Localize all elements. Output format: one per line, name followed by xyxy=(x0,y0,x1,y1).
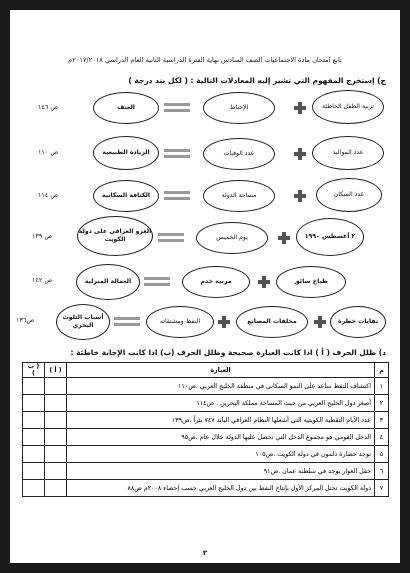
statement-text: أصغر دول الخليج العربي من حيث المساحة مملكة البحرين . ص١١٤ xyxy=(67,395,375,412)
concept-answer-3: الكثافة السكانية xyxy=(93,180,159,212)
concept-term-6b: مخلفات المصانع xyxy=(236,306,308,338)
page-ref-6: ص١٣٦ xyxy=(16,316,35,324)
col-header-a: ( أ ) xyxy=(45,363,67,378)
concept-term-2b: عدد الوفيات xyxy=(203,138,275,170)
table-row xyxy=(23,446,389,463)
section-d-title: د) ظلل الحرف ( أ ) اذا كانت العبارة صحيحة وظلل الحرف (ب) اذا كانت الإجابة خاطئة : xyxy=(70,348,386,357)
concept-term-4b: يوم الخميس xyxy=(196,222,268,254)
row-number: ٥ xyxy=(375,446,389,463)
answer-b-cell[interactable] xyxy=(23,412,45,429)
true-false-table xyxy=(22,362,389,497)
table-row xyxy=(23,463,389,480)
row-number: ٣ xyxy=(375,412,389,429)
answer-b-cell[interactable] xyxy=(23,480,45,497)
row-number: ١ xyxy=(375,378,389,395)
statement-text: توجد حضارة دلمون في دولة الكويت .ص١٠٥ xyxy=(67,446,375,463)
exam-page xyxy=(10,10,400,563)
page-number: ٢ xyxy=(202,549,208,557)
concept-term-1b: الإحباط xyxy=(203,92,275,124)
plus-icon xyxy=(278,232,290,244)
table-row xyxy=(23,480,389,497)
page-ref-3: ص ١١٤ xyxy=(38,191,59,199)
answer-a-cell[interactable] xyxy=(45,480,67,497)
page-ref-2: ص ١١٠ xyxy=(38,148,59,156)
table-row xyxy=(23,378,389,395)
equals-icon xyxy=(144,277,170,287)
answer-a-cell[interactable] xyxy=(45,412,67,429)
concept-term-3b: مساحة الدولة xyxy=(203,180,275,212)
concept-term-3a: عدد السكان xyxy=(316,178,382,212)
equals-icon xyxy=(164,149,190,159)
plus-icon xyxy=(218,316,230,328)
plus-icon xyxy=(258,276,270,288)
concept-answer-6: أسباب التلوث البحري xyxy=(56,304,110,340)
answer-a-cell[interactable] xyxy=(45,463,67,480)
concept-term-5b: مربية خدم xyxy=(182,266,250,298)
concept-answer-5: العمالة المنزلية xyxy=(76,264,140,300)
table-header-row xyxy=(23,363,389,378)
plus-icon xyxy=(314,316,326,328)
answer-a-cell[interactable] xyxy=(45,378,67,395)
answer-a-cell[interactable] xyxy=(45,395,67,412)
plus-icon xyxy=(294,148,306,160)
table-row xyxy=(23,395,389,412)
answer-b-cell[interactable] xyxy=(23,429,45,446)
page-ref-4: ص ١٣٩ xyxy=(32,232,53,240)
col-header-statement: العبارة xyxy=(67,363,375,378)
row-number: ٢ xyxy=(375,395,389,412)
concept-answer-1: العنف xyxy=(93,92,159,124)
equals-icon xyxy=(164,191,190,201)
concept-term-1a: تربية الطفل الحاطئة xyxy=(312,90,384,124)
concept-answer-2: الزيادة الطبيعية xyxy=(93,136,159,170)
concept-term-4a: ٢ أغسطس ١٩٩٠ xyxy=(296,218,364,256)
statement-text: دولة الكويت تحتل المركز الأول بإنتاج النفط بين دول الخليج العربي حسب إحصاء ٢٠٠٨م ص٨٨ xyxy=(67,480,375,497)
answer-b-cell[interactable] xyxy=(23,395,45,412)
row-number: ٦ xyxy=(375,463,389,480)
page-ref-5: ص ١٤٢ xyxy=(32,276,53,284)
equals-icon xyxy=(158,233,184,243)
statement-text: حقل الغوار يوجد في سلطنة عمان .ص٩١ xyxy=(67,463,375,480)
answer-a-cell[interactable] xyxy=(45,429,67,446)
statement-text: عدد الأيام التقطية الكويتية التي أشعلها النظام العراقي البائد ٧٤٧ بئراً .ص١٣٩ xyxy=(67,412,375,429)
plus-icon xyxy=(294,102,306,114)
answer-b-cell[interactable] xyxy=(23,463,45,480)
concept-term-6a: نفايات خطرة xyxy=(330,306,386,338)
row-number: ٤ xyxy=(375,429,389,446)
col-header-number: م xyxy=(375,363,389,378)
statement-text: اكتشاف النفط ساعد على النمو السكاني في منطقة الخليج العربي .ص١١٠ xyxy=(67,378,375,395)
equals-icon xyxy=(114,317,140,327)
page-header: تابع امتحان مادة الاجتماعيات الصف السادس نهاية الفترة الدراسية الثانية العام الدراسي ٢٠١٧/٢٠١٨م xyxy=(68,56,342,64)
answer-b-cell[interactable] xyxy=(23,446,45,463)
statement-text: الدخل القومي هو مجموع الدخل التي تحصل عليها الدولة خلال عام .ص٩٥ xyxy=(67,429,375,446)
concept-term-5a: طباخ سائق xyxy=(276,266,346,298)
page-ref-1: ص ١٤٦ xyxy=(38,103,59,111)
concept-term-6c: النفط ومشتقاته xyxy=(146,306,214,338)
plus-icon xyxy=(294,190,306,202)
section-j-title: ج) إستخرج المفهوم التي تشير إليه المعادلات التالية : ( لكل بند درجة ) xyxy=(128,76,386,85)
col-header-b: ( ب ) xyxy=(23,363,45,378)
equals-icon xyxy=(164,103,190,113)
table-row xyxy=(23,429,389,446)
concept-answer-4: الغزو العراقي على دولة الكويت xyxy=(77,216,153,256)
row-number: ٧ xyxy=(375,480,389,497)
answer-a-cell[interactable] xyxy=(45,446,67,463)
table-row xyxy=(23,412,389,429)
answer-b-cell[interactable] xyxy=(23,378,45,395)
concept-term-2a: عدد المواليد xyxy=(312,136,384,170)
